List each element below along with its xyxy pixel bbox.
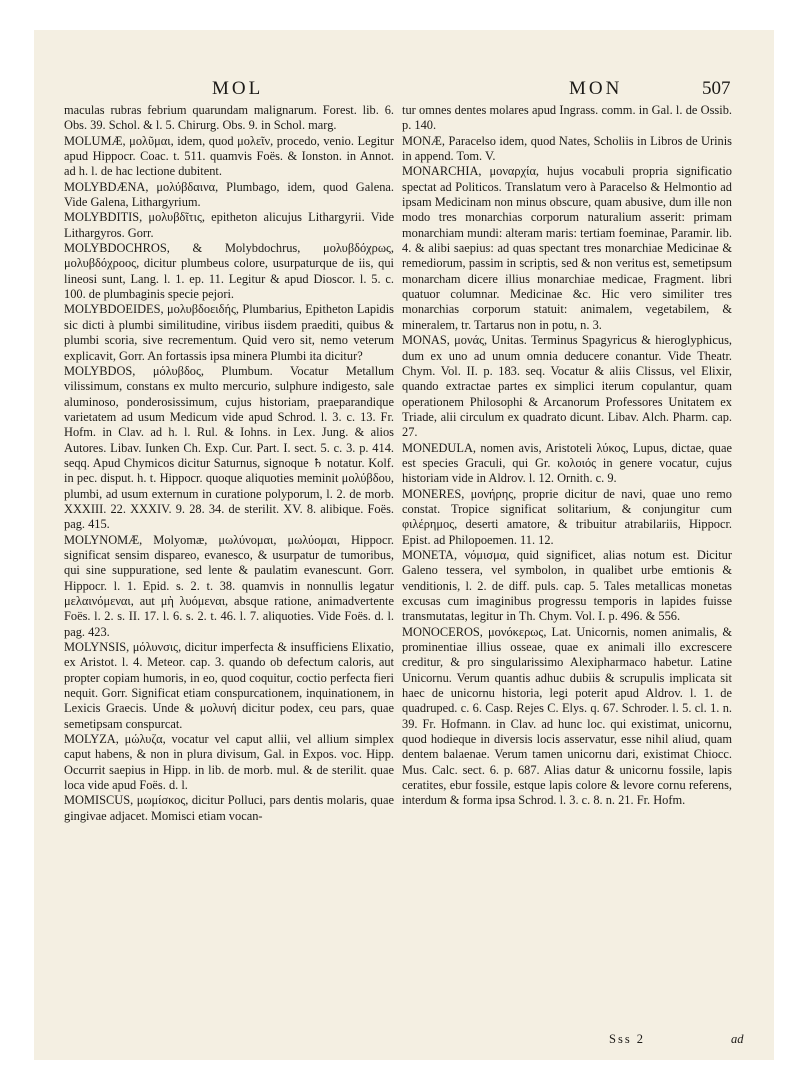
catchword: ad bbox=[731, 1032, 744, 1046]
entry-molynomae: MOLYNOMÆ, Molyomæ, μωλύνομαι, μωλύομαι, Hippocr. significat sensim dispareo, evanesco, & usurpatur de tumoribus, qui sine suppuratione, sed lente & paulatim evanescunt. Gorr. Hippocr. l. 1. Epid. s. 2. t. 38. quamvis in nonnullis legatur μελαινόμεναι, aut μὴ λυόμεναι, absque ratione, animadvertente Foës. l. 2. s. II. 17. l. 6. s. 2. t. 46. l. 7. aliquoties. Vide Foës. d. l. pag. 423. bbox=[64, 532, 394, 639]
entry-molumae: MOLUMÆ, μολῦμαι, idem, quod μολεῖν, procedo, venio. Legitur apud Hippocr. Coac. t. 511. quamvis Foës. & Ionston. in Annot. ad h. l. de hac lectione dubitent. bbox=[64, 133, 394, 179]
left-column bbox=[64, 103, 394, 824]
entry-molyza: MOLYZA, μώλυζα, vocatur vel caput allii, vel allium simplex caput habens, & non in plura divisum, Gal. in Expos. voc. Hipp. Occurrit saepius in Hipp. in lib. de morb. mul. & de sterilit. quae loca vide apud Foës. d. l. bbox=[64, 732, 394, 793]
entry-molybdaena: MOLYBDÆNA, μολύβδαινα, Plumbago, idem, quod Galena. Vide Galena, Lithargyrium. bbox=[64, 179, 394, 210]
entry-moneta: MONETA, νόμισμα, quid significet, alias notum est. Dicitur Galeno tessera, vel symbolon, in qualibet urbe emtionis & venditionis, l. 2. de diff. puls. cap. 5. Tales metallicas monetas excusas cum imaginibus progressu temporis in lapides fuisse transmutatas, legitur in Th. Chym. Vol. I. p. 496. & 556. bbox=[402, 547, 732, 624]
entry-monoceros: MONOCEROS, μονόκερως, Lat. Unicornis, nomen animalis, & prominentiae illius osseae, quae ex animali illo excrescere creditur, & pro singularissimo Alexipharmaco habetur. Latine Unicornu. Verum quantis adhuc dubiis & scrupulis implicata sit haec de unicornu historia, legi poterit apud Aldrov. l. 1. de quadruped. c. 6. Casp. Rejes C. Elys. q. 67. Schroder. l. 5. cl. 1. n. 39. Fr. Hofmann. in Clav. ad hunc loc. qui existimat, unicornu, quod hodieque in diversis locis asservatur, esse nihil aliud, quam dentem balaenae. Verum tamen unicornu dari, existimat Chiocc. Mus. Calc. sect. 6. p. 687. Alias datur & unicornu fossile, lapis ceratites, ebur fossile, estque lapis colore & levore cornu referens, interdum & forma ipsa Schrod. l. 3. c. 8. n. 21. Fr. Hofm. bbox=[402, 624, 732, 808]
entry-molybdos: MOLYBDOS, μόλυβδος, Plumbum. Vocatur Metallum vilissimum, constans ex multo mercurio, sulphure indigesto, sale aluminoso, ponderosissimum, cujus historiam, praeparandique varietatem ad usum Medicum vide apud Schrod. l. 3. c. 13. Fr. Hofm. in Clav. ad h. l. Rul. & Iohns. in Lex. Jung. & alios Autores. Libav. Iunken Ch. Exp. Cur. Part. I. sect. 5. c. 3. p. 414. seqq. Apud Chymicos dicitur Saturnus, signoque ♄ notatur. Kolf. in pec. disput. h. t. Hippocr. quoque aliquoties meminit μολύβδου, plumbi, ad usum externum in curatione polyporum, l. 2. de morb. XXXIII. 22. XXXIV. 9. 28. 34. de sterilit. XV. 8. alibique. Foës. pag. 415. bbox=[64, 363, 394, 532]
entry-maculas-continuation: maculas rubras febrium quarundam malignarum. Forest. lib. 6. Obs. 39. Schol. & l. 5. Chirurg. Obs. 9. in Schol. marg. bbox=[64, 103, 394, 133]
entry-monas: MONAS, μονάς, Unitas. Terminus Spagyricus & hieroglyphicus, dum ex uno ad unum omnia deducere conantur. Vide Theatr. Chym. Vol. II. p. 183. seq. Vocatur & aliis Clissus, vel Elixir, quando extractae partes ex simplici iterum copulantur, quam operationem Philosophi & Arcanorum Professores Unitatem ex Triade, alii circulum ex quadrato dicunt. Libav. Alch. Pharm. cap. 27. bbox=[402, 333, 732, 440]
page-number: 507 bbox=[702, 78, 731, 99]
entry-moneres: MONERES, μονήρης, proprie dicitur de navi, quae uno remo constat. Tropice significat solitarium, & conjungitur cum φιλέρημος, deserti amatore, & tribuitur atrabilariis, Hippocr. Epist. ad Philopoemen. 11. 12. bbox=[402, 486, 732, 547]
running-head-left: MOL bbox=[212, 78, 264, 99]
entry-molybditis: MOLYBDITIS, μολυβδῖτις, epitheton alicujus Lithargyrii. Vide Lithargyros. Gorr. bbox=[64, 210, 394, 240]
entry-molybdoeides: MOLYBDOEIDES, μολυβδοειδής, Plumbarius, Epitheton Lapidis sic dicti à plumbi similitudine, viribus iisdem praediti, quibus & plumbi scoria, sive recrementum. Quid vero sit, nemo veterum explicavit, Gorr. An fortassis ipsa minera Plumbi ita dicitur? bbox=[64, 302, 394, 363]
entry-molynsis: MOLYNSIS, μόλυνσις, dicitur imperfecta & insufficiens Elixatio, ex Aristot. l. 4. Meteor. cap. 3. quando ob defectum caloris, aut propter copiam humoris, in eo, quod coquitur, coctio perfecta fieri nequit. Gorr. Significat etiam conspurcationem, inquinationem, in Lexicis Graecis. Unde & μολυνή dicitur podex, ceu pars, quae semetipsam conspurcat. bbox=[64, 640, 394, 731]
book-page bbox=[34, 30, 774, 1060]
entry-molybdochros: MOLYBDOCHROS, & Molybdochrus, μολυβδόχρως, μολυβδόχροος, dicitur plumbeus colore, usurpaturque de iis, qui lineosi sunt, Lang. l. 1. ep. 11. Legitur & apud Dioscor. l. 5. c. 100. de plumbaginis specie pejori. bbox=[64, 241, 394, 302]
entry-momiscus-continuation: tur omnes dentes molares apud Ingrass. comm. in Gal. l. de Ossib. p. 140. bbox=[402, 103, 732, 133]
right-column bbox=[402, 103, 732, 809]
entry-monae: MONÆ, Paracelso idem, quod Nates, Scholiis in Libros de Urinis in append. Tom. V. bbox=[402, 133, 732, 164]
entry-monarchia: MONARCHIA, μοναρχία, hujus vocabuli propria significatio spectat ad Politicos. Translatum vero à Paracelso & Helmontio ad ipsam Medicinam non minus obscure, quam abusive, dum ille non modo tres monarchias corporum naturalium asserit: primam monarchiam mundi: alteram maris: tertiam foeminae, Paramir. lib. 4. & alibi saepius: ad quas spectant tres monarchiae Medicinae & remediorum, passim in scriptis, sed & non veritus est, semetipsum monarcham dicere illius monarchiae medicae, Fragment. libri quatuor columnar. Medicinae &c. Hic vero similiter tres monarchias corporum statuit: animalem, vegetabilem, & mineralem, tr. Tartarus non in potu, n. 3. bbox=[402, 164, 732, 332]
running-head-right: MON bbox=[569, 78, 623, 99]
entry-momiscus: MOMISCUS, μωμίσκος, dicitur Polluci, pars dentis molaris, quae gingivae adjacet. Momisci etiam vocan- bbox=[64, 793, 394, 823]
signature-mark: Sss 2 bbox=[609, 1032, 646, 1046]
entry-monedula: MONEDULA, nomen avis, Aristoteli λύκος, Lupus, dictae, quae est species Graculi, qui Gr. κολοιός in genere vocatur, cujus historiam vide in Aldrov. l. 12. Ornith. c. 9. bbox=[402, 440, 732, 486]
